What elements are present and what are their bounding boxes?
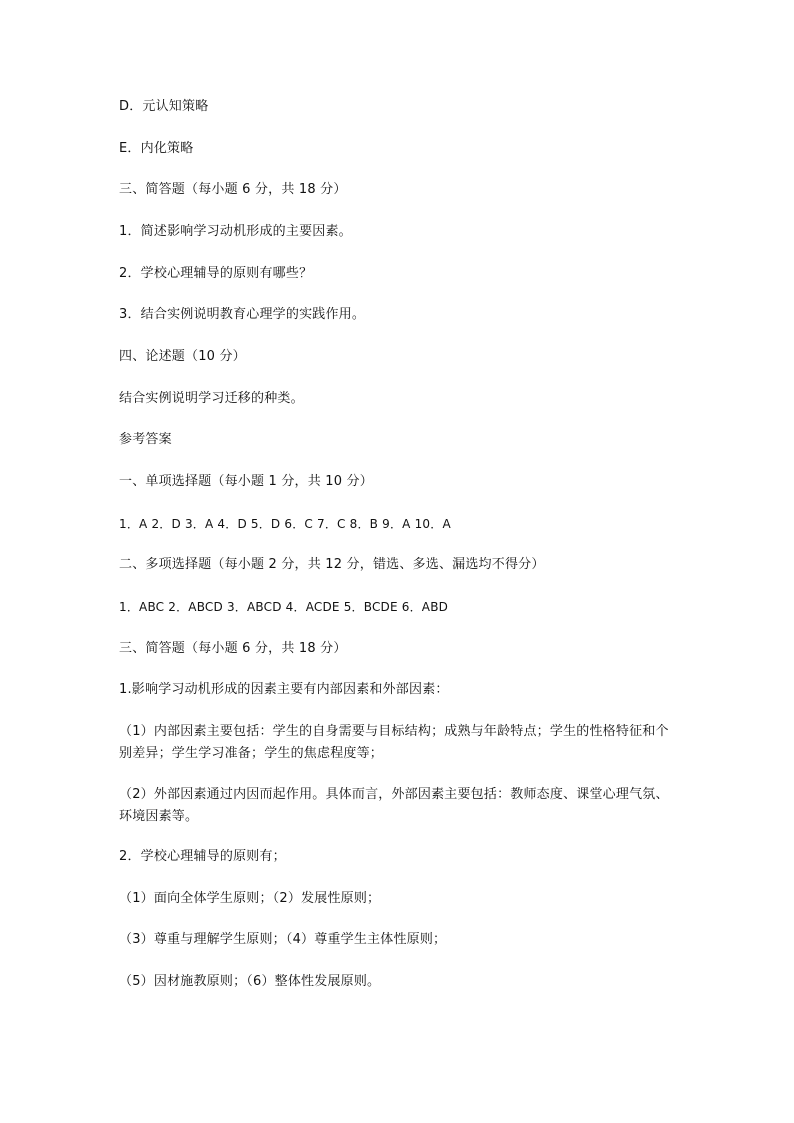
multiple-choice-answers: 1．ABC 2．ABCD 3．ABCD 4．ACDE 5．BCDE 6．ABD: [119, 600, 449, 614]
section-heading-short-answer: 三、简答题（每小题 6 分，共 18 分）: [119, 182, 347, 197]
single-choice-answers: 1．A 2．D 3．A 4．D 5．D 6．C 7．C 8．B 9．A 10．A: [119, 517, 451, 531]
option-e: E．内化策略: [119, 141, 194, 156]
multiple-choice-heading: 二、多项选择题（每小题 2 分，共 12 分，错选、多选、漏选均不得分）: [119, 557, 545, 572]
answer-1-internal: （1）内部因素主要包括：学生的自身需要与目标结构；成熟与年龄特点；学生的性格特征和个别差异；学生学习准备；学生的焦虑程度等；: [119, 724, 669, 761]
answer-2-intro: 2．学校心理辅导的原则有；: [119, 849, 286, 864]
short-answer-key-heading: 三、简答题（每小题 6 分，共 18 分）: [119, 641, 347, 656]
question-1: 1．简述影响学习动机形成的主要因素。: [119, 224, 352, 239]
answer-2-principles-5-6: （5）因材施教原则；（6）整体性发展原则。: [119, 974, 381, 989]
answer-2-principles-3-4: （3）尊重与理解学生原则；（4）尊重学生主体性原则；: [119, 932, 447, 947]
section-heading-essay: 四、论述题（10 分）: [119, 349, 246, 364]
answer-1-intro: 1.影响学习动机形成的因素主要有内部因素和外部因素：: [119, 682, 449, 697]
essay-question: 结合实例说明学习迁移的种类。: [119, 391, 304, 406]
question-3: 3．结合实例说明教育心理学的实践作用。: [119, 307, 366, 322]
answer-key-heading: 参考答案: [119, 432, 172, 447]
option-d: D．元认知策略: [119, 99, 209, 114]
question-2: 2．学校心理辅导的原则有哪些？: [119, 266, 313, 281]
answer-2-principles-1-2: （1）面向全体学生原则；（2）发展性原则；: [119, 891, 381, 906]
single-choice-heading: 一、单项选择题（每小题 1 分，共 10 分）: [119, 474, 373, 489]
answer-1-external: （2）外部因素通过内因而起作用。具体而言，外部因素主要包括：教师态度、课堂心理气氛、环境因素等。: [119, 787, 669, 824]
